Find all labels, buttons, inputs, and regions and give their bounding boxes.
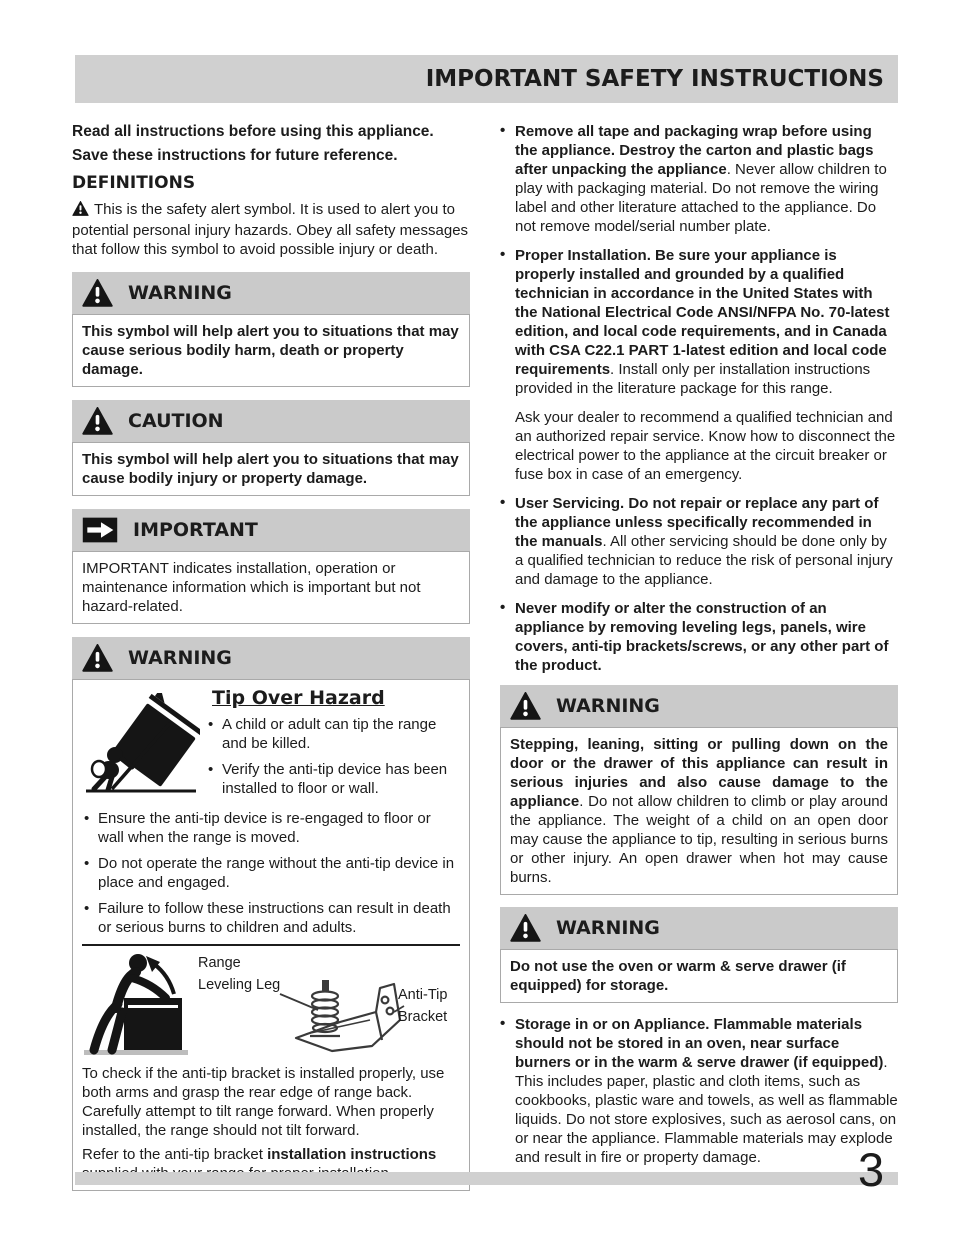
bullet-storage — [500, 1015, 898, 1167]
important-definition-box — [72, 509, 470, 624]
warning-definition-box — [72, 272, 470, 387]
important-arrow-icon — [82, 517, 118, 543]
tilt-test-person-icon — [84, 954, 188, 1055]
warning-box-body: This symbol will help alert you to situations that may cause serious bodily harm, death or property damage. — [72, 314, 470, 387]
page-header-banner — [75, 55, 898, 103]
refer-text-pre: Refer to the anti-tip bracket — [82, 1146, 268, 1163]
warning-triangle-icon — [82, 279, 113, 307]
tip-over-bullet-list — [82, 809, 460, 937]
tip-over-hazard-icon — [82, 689, 202, 805]
warning-bold-text: Stepping, leaning, sitting or pulling down on the door or the drawer of this appliance can result in serious injuries and also cause damage to the appliance — [510, 736, 888, 810]
tip-over-box-title: WARNING — [128, 647, 232, 669]
bullet-bold-text: User Servicing. Do not repair or replace any part of the appliance unless specifically recommended in the manuals — [515, 495, 879, 550]
drawer-warning-title: WARNING — [556, 917, 660, 939]
definitions-paragraph — [72, 200, 470, 259]
anti-tip-diagram — [82, 950, 460, 1062]
stepping-warning-title: WARNING — [556, 695, 660, 717]
footer-bar — [75, 1172, 898, 1185]
warning-triangle-icon — [510, 914, 541, 942]
tip-over-box-header — [72, 637, 470, 679]
tip-over-box-body — [72, 679, 470, 1191]
drawer-warning-header — [500, 907, 898, 949]
tip-over-bullet: • Failure to follow these instructions can result in death or serious burns to children and adults. — [82, 899, 460, 937]
definitions-heading: DEFINITIONS — [72, 173, 196, 193]
bullet-rest-text: . This includes paper, plastic and cloth items, such as cookbooks, plastic ware and towels, as well as flammable liquids. Do not store explosives, such as aerosol cans, on or near the appliance. Flammable materials may explode and result in fire or property damage. — [515, 1054, 898, 1166]
bullet-never-modify — [500, 599, 898, 675]
stepping-warning-header — [500, 685, 898, 727]
stepping-warning-box — [500, 685, 898, 895]
right-column — [500, 122, 898, 1177]
bullet-rest-text: . All other servicing should be done only by a qualified technician to reduce the risk of personal injury and damage to the appliance. — [515, 533, 893, 588]
refer-text-bold: installation instructions — [267, 1146, 437, 1163]
tip-over-hazard-heading: Tip Over Hazard — [212, 687, 385, 709]
bullet-proper-installation — [500, 246, 898, 398]
tip-over-top-section — [82, 689, 460, 805]
bullet-user-servicing — [500, 494, 898, 589]
page-title: IMPORTANT SAFETY INSTRUCTIONS — [425, 66, 884, 92]
intro-line-1: Read all instructions before using this appliance. — [72, 123, 434, 140]
tilt-check-paragraph: To check if the anti-tip bracket is installed properly, use both arms and grasp the rear edge of range back. Carefully attempt to tilt range forward. When properly installed, the range should not tilt forward. — [82, 1065, 445, 1139]
caution-box-header — [72, 400, 470, 442]
stepping-warning-body — [500, 727, 898, 895]
tip-over-side-bullet: • A child or adult can tip the range and be killed. — [206, 715, 460, 753]
caution-box-body: This symbol will help alert you to situations that may cause bodily injury or property damage. — [72, 442, 470, 496]
warning-triangle-icon — [510, 692, 541, 720]
important-box-header — [72, 509, 470, 551]
warning-triangle-icon — [82, 407, 113, 435]
bullet-bold-text: Proper Installation. Be sure your appliance is properly installed and grounded by a qualified technician in accordance in the United States with the National Electrical Code ANSI/NFPA No. 70-latest edition, and local code requirements, and in Canada with CSA C22.1 PART 1-latest edition and local code requirements — [515, 247, 890, 378]
warning-rest-text: . Do not allow children to climb or play around the appliance. The weight of a child on an open door may cause the appliance to tip, resulting in serious burns or other injury. An open drawer when hot may cause burns. — [510, 793, 888, 886]
tip-over-warning-box — [72, 637, 470, 1191]
dealer-paragraph: Ask your dealer to recommend a qualified technician and an authorized repair service. Know how to disconnect the electrical power to the appliance at the circuit breaker or fuse box in case of an emergency. — [515, 409, 896, 483]
anti-tip-bracket-label: Anti-Tip Bracket — [398, 987, 448, 1025]
drawer-warning-body: Do not use the oven or warm & serve drawer (if equipped) for storage. — [500, 949, 898, 1003]
range-leveling-leg-label: Range Leveling Leg — [198, 955, 281, 993]
drawer-warning-box — [500, 907, 898, 1003]
anti-tip-bracket-art — [296, 980, 400, 1051]
left-column — [72, 122, 470, 1191]
tip-over-bullet: • Ensure the anti-tip device is re-engaged to floor or wall when the range is moved. — [82, 809, 460, 847]
bullet-bold-text: Never modify or alter the construction of an appliance by removing leveling legs, panels, wire covers, anti-tip brackets/screws, or any other part of the product. — [515, 600, 889, 674]
tip-over-right-section — [206, 689, 460, 805]
important-box-body: IMPORTANT indicates installation, operation or maintenance information which is important but not hazard-related. — [72, 551, 470, 624]
bullet-bold-text: Storage in or on Appliance. Flammable materials should not be stored in an oven, near surface burners or in the warm & serve drawer (if equipped) — [515, 1016, 884, 1071]
warning-box-header — [72, 272, 470, 314]
page-number: 3 — [858, 1143, 885, 1196]
caution-box-title: CAUTION — [128, 410, 224, 432]
tip-over-side-bullet: • Verify the anti-tip device has been installed to floor or wall. — [206, 760, 460, 798]
bullet-rest-text: . Never allow children to play with packaging material. Do not remove the wiring label and other literature attached to the appliance. Do not remove model/serial number plate. — [515, 161, 887, 235]
warning-triangle-icon — [82, 644, 113, 672]
caution-definition-box — [72, 400, 470, 496]
bullet-remove-packaging — [500, 122, 898, 236]
safety-alert-icon — [72, 201, 89, 221]
definitions-text: This is the safety alert symbol. It is used to alert you to potential personal injury hazards. Obey all safety messages that follow this symbol to avoid possible injury or death. — [72, 201, 469, 258]
bullet-rest-text: . Install only per installation instructions provided in the literature package for this range. — [515, 361, 871, 397]
important-box-title: IMPORTANT — [133, 519, 258, 541]
bullet-bold-text: Remove all tape and packaging wrap before using the appliance. Destroy the carton and plastic bags after unpacking the appliance — [515, 123, 874, 178]
tip-over-bullet: • Do not operate the range without the anti-tip device in place and engaged. — [82, 854, 460, 892]
warning-box-title: WARNING — [128, 282, 232, 304]
intro-line-2: Save these instructions for future reference. — [72, 147, 398, 164]
tip-over-separator — [82, 944, 460, 946]
